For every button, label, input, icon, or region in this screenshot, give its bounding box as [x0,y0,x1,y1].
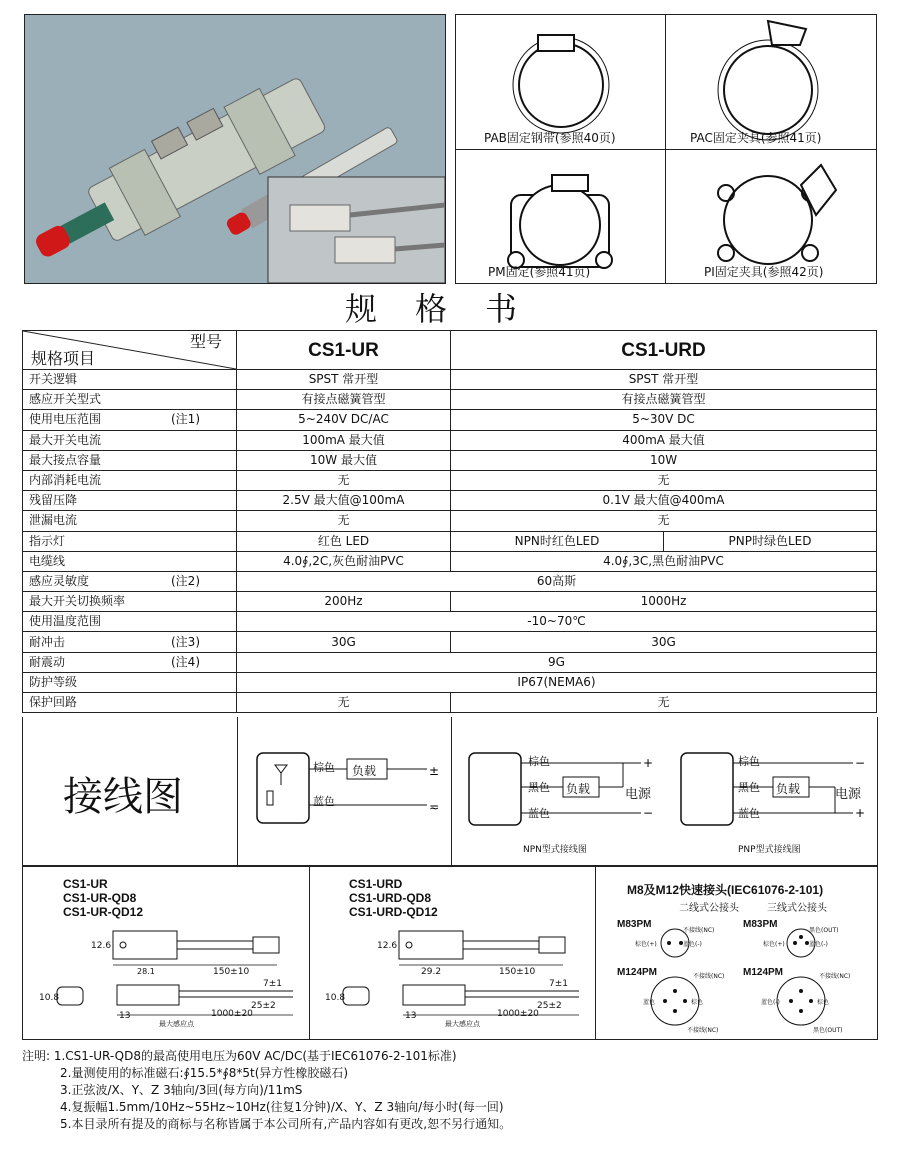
spec-value-urd: 400mA 最大值 [451,430,877,450]
spec-row [23,672,877,692]
spec-value-shared: 9G [237,652,877,672]
ur-blue-label: 蓝色 [313,795,335,808]
spec-value-urd: 10W [451,450,877,470]
svg-text:±: ± [429,764,440,778]
spec-value-urd-pnp: PNP时绿色LED [664,531,877,551]
wiring-section [22,717,878,866]
spec-header-corner [23,331,237,370]
spec-value-urd: 无 [451,470,877,490]
m124-3w-pin-black: 黑色(OUT) [813,1027,843,1034]
spec-row [23,592,877,612]
ur-load-label: 负载 [352,764,377,778]
note-2: 2.量测使用的标准磁石:∮15.5*∮8*5t(异方性橡胶磁石) [60,1066,349,1080]
ur-dim-d: 1000±20 [211,1009,253,1019]
spec-label-text: 使用温度范围 [29,614,102,629]
m124-pin-blue: 蓝色 [643,999,656,1006]
wiring-title: 接线图 [63,774,183,820]
m124-two-label: M124PM [617,967,658,978]
ur-dimension-drawing [23,867,309,1039]
spec-row-label [23,571,237,591]
urd-model-1: CS1-URD [349,877,403,891]
m83-3w-pin-brown: 棕色(+) [763,941,785,948]
m124-3w-pin-nc: 不接线(NC) [819,973,851,980]
urd-dim-a: 13 [405,1011,417,1021]
spec-value-ur: 无 [237,511,451,531]
spec-row-label [23,390,237,410]
spec-value-urd-npn: NPN时红色LED [451,531,664,551]
m83-pin-blue: 蓝色(-) [683,941,702,948]
spec-value-urd: 4.0∮,3C,黑色耐油PVC [451,551,877,571]
three-wire-label: 三线式公接头 [767,903,827,914]
spec-row-label [23,672,237,692]
spec-row [23,693,877,713]
spec-label-text: 最大开关电流 [29,432,102,447]
mounting-options-panel [455,14,877,284]
connector-title: M8及M12快速接头(IEC61076-2-101) [627,883,824,897]
npn-blue-label: 蓝色 [528,807,550,820]
spec-label-text: 泄漏电流 [29,513,78,528]
spec-header-row [23,331,877,370]
spec-note: (注2) [171,573,200,588]
spec-note: (注1) [171,412,200,427]
spec-value-ur: 100mA 最大值 [237,430,451,450]
ur-dim-b: 7±1 [263,979,282,989]
spec-row [23,571,877,591]
dimensions-section [22,866,878,1040]
urd-sense-point: 最大感应点 [445,1020,480,1028]
urd-dim-d: 1000±20 [497,1009,539,1019]
m83-pin-nc: 不接线(NC) [683,927,715,934]
urd-model-2: CS1-URD-QD8 [349,891,432,905]
m83-two-label: M83PM [617,919,652,930]
spec-label-text: 内部消耗电流 [29,473,102,488]
spec-row [23,551,877,571]
spec-value-ur: 红色 LED [237,531,451,551]
pab-mount-diagram [513,35,609,133]
urd-side: 10.8 [325,993,346,1003]
note-4: 4.复振幅1.5mm/10Hz~55Hz~10Hz(往复1分钟)/X、Y、Z 3轴向/每小时(每一回) [60,1100,504,1114]
pnp-caption: PNP型式接线图 [738,845,801,855]
m124-pin-nc-top: 不接线(NC) [693,973,725,980]
pnp-black-label: 黑色 [738,781,760,794]
spec-row-label [23,410,237,430]
spec-body [23,370,877,713]
urd-width: 29.2 [421,967,442,977]
spec-value-ur: 无 [237,693,451,713]
m124-3w-pin-brown: 棕色 [817,999,830,1006]
spec-value-ur: 2.5V 最大值@100mA [237,491,451,511]
mount-caption-pac: PAC固定夹具(参照41页) [690,131,822,145]
spec-value-shared: 60高斯 [237,571,877,591]
spec-label-text: 开关逻辑 [29,372,78,387]
ur-model-1: CS1-UR [63,877,108,891]
spec-label-text: 感应灵敏度 [29,573,90,588]
spec-label-text: 指示灯 [29,533,66,548]
spec-row-label [23,632,237,652]
ur-side: 10.8 [39,993,60,1003]
ur-sense-point: 最大感应点 [159,1020,194,1028]
spec-label-text: 电缆线 [29,553,66,568]
spec-value-ur: 5~240V DC/AC [237,410,451,430]
spec-row-label [23,652,237,672]
spec-value-ur: 4.0∮,2C,灰色耐油PVC [237,551,451,571]
spec-row [23,632,877,652]
spec-note: (注4) [171,654,200,669]
spec-value-ur: 200Hz [237,592,451,612]
spec-row [23,450,877,470]
spec-value-ur: SPST 常开型 [237,370,451,390]
spec-value-urd: 有接点磁簧管型 [451,390,877,410]
pnp-load-label: 负载 [776,782,801,796]
pnp-blue-label: 蓝色 [738,807,760,820]
spec-label-text: 使用电压范围 [29,412,102,427]
ur-dim-a: 13 [119,1011,131,1021]
spec-row-label [23,693,237,713]
ur-brown-label: 棕色 [313,761,335,774]
urd-dimension-drawing [309,867,595,1039]
m83-pin-brown: 棕色(+) [635,941,657,948]
model-label: 型号 [189,334,222,351]
note-5: 5.本目录所有提及的商标与名称皆属于本公司所有,产品内容如有更改,恕不另行通知。 [60,1117,512,1131]
spec-row [23,390,877,410]
footnotes [22,1048,511,1133]
m83-three-label: M83PM [743,919,778,930]
npn-brown-label: 棕色 [528,755,550,768]
spec-value-urd: 无 [451,693,877,713]
urd-height: 12.6 [377,941,398,951]
m124-3w-pin-blue: 蓝色(-) [761,999,780,1006]
spec-row [23,470,877,490]
svg-text:−: − [855,756,866,770]
m83-3w-pin-black: 黑色(OUT) [809,927,839,934]
spec-row [23,370,877,390]
urd-dim-c: 25±2 [537,1001,562,1011]
model-cs1-urd: CS1-URD [451,331,877,370]
m124-pin-nc-bottom: 不接线(NC) [687,1027,719,1034]
spec-value-urd: SPST 常开型 [451,370,877,390]
spec-label-text: 最大开关切换频率 [29,594,126,609]
spec-label-text: 保护回路 [29,695,78,710]
pi-mount-diagram [718,165,836,264]
two-wire-label: 二线式公接头 [679,903,739,914]
spec-value-urd: 30G [451,632,877,652]
urd-model-3: CS1-URD-QD12 [349,905,438,919]
spec-value-ur: 30G [237,632,451,652]
spec-row [23,491,877,511]
mount-caption-pab: PAB固定钢带(参照40页) [484,131,616,145]
svg-text:+: + [855,806,866,820]
mount-caption-pm: PM固定(参照41页) [488,265,591,279]
m124-pin-brown: 棕色 [691,999,704,1006]
spec-value-ur: 无 [237,470,451,490]
npn-caption: NPN型式接线图 [523,845,587,855]
spec-row [23,430,877,450]
spec-value-urd: 无 [451,511,877,531]
spec-row-label [23,531,237,551]
svg-text:≂: ≂ [429,800,440,814]
spec-label-text: 感应开关型式 [29,392,102,407]
item-label: 规格项目 [31,351,96,368]
spec-row-label [23,592,237,612]
spec-label-text: 耐震动 [29,654,66,669]
ur-model-3: CS1-UR-QD12 [63,905,144,919]
model-cs1-ur: CS1-UR [237,331,451,370]
spec-value-shared: -10~70℃ [237,612,877,632]
spec-label-text: 耐冲击 [29,634,66,649]
ur-model-2: CS1-UR-QD8 [63,891,137,905]
connector-pinouts [595,867,877,1039]
spec-row-label [23,450,237,470]
spec-value-ur: 有接点磁簧管型 [237,390,451,410]
page-title: 规格书 [344,290,555,328]
urd-dim-b: 7±1 [549,979,568,989]
svg-text:−: − [643,806,654,820]
spec-row [23,652,877,672]
spec-value-urd: 1000Hz [451,592,877,612]
ur-dim-c: 25±2 [251,1001,276,1011]
ur-length: 150±10 [213,967,250,977]
spec-row-label [23,430,237,450]
npn-black-label: 黑色 [528,781,550,794]
note-1: 注明: 1.CS1-UR-QD8的最高使用电压为60V AC/DC(基于IEC61076-2-101标准) [22,1049,457,1063]
urd-length: 150±10 [499,967,536,977]
spec-row-label [23,551,237,571]
spec-label-text: 最大接点容量 [29,452,102,467]
urd-wiring-diagram [451,717,877,865]
mount-diagrams [456,15,876,283]
spec-table [22,330,877,713]
npn-power-label: 电源 [625,787,652,802]
spec-label-text: 防护等级 [29,674,78,689]
spec-note: (注3) [171,634,200,649]
spec-value-urd: 5~30V DC [451,410,877,430]
ur-height: 12.6 [91,941,112,951]
ur-wiring-diagram [237,717,451,865]
spec-row [23,511,877,531]
spec-row-label [23,511,237,531]
pnp-power-label: 电源 [835,787,862,802]
spec-row-label [23,370,237,390]
spec-row [23,410,877,430]
product-photo [24,14,446,284]
m124-three-label: M124PM [743,967,784,978]
spec-row [23,531,877,551]
note-3: 3.正弦波/X、Y、Z 3轴向/3回(每方向)/11mS [60,1083,303,1097]
spec-row [23,612,877,632]
spec-row-label [23,491,237,511]
cylinder-sensor-illustration [25,15,445,283]
pac-mount-diagram [718,21,818,140]
spec-row-label [23,470,237,490]
spec-label-text: 残留压降 [29,493,78,508]
spec-row-label [23,612,237,632]
spec-value-shared: IP67(NEMA6) [237,672,877,692]
npn-load-label: 负载 [566,782,591,796]
mount-caption-pi: PI固定夹具(参照42页) [704,265,824,279]
pm-mount-diagram [508,175,612,268]
spec-value-urd: 0.1V 最大值@400mA [451,491,877,511]
svg-text:+: + [643,756,654,770]
m83-3w-pin-blue: 蓝色(-) [809,941,828,948]
ur-width: 28.1 [137,967,155,976]
spec-value-ur: 10W 最大值 [237,450,451,470]
pnp-brown-label: 棕色 [738,755,760,768]
